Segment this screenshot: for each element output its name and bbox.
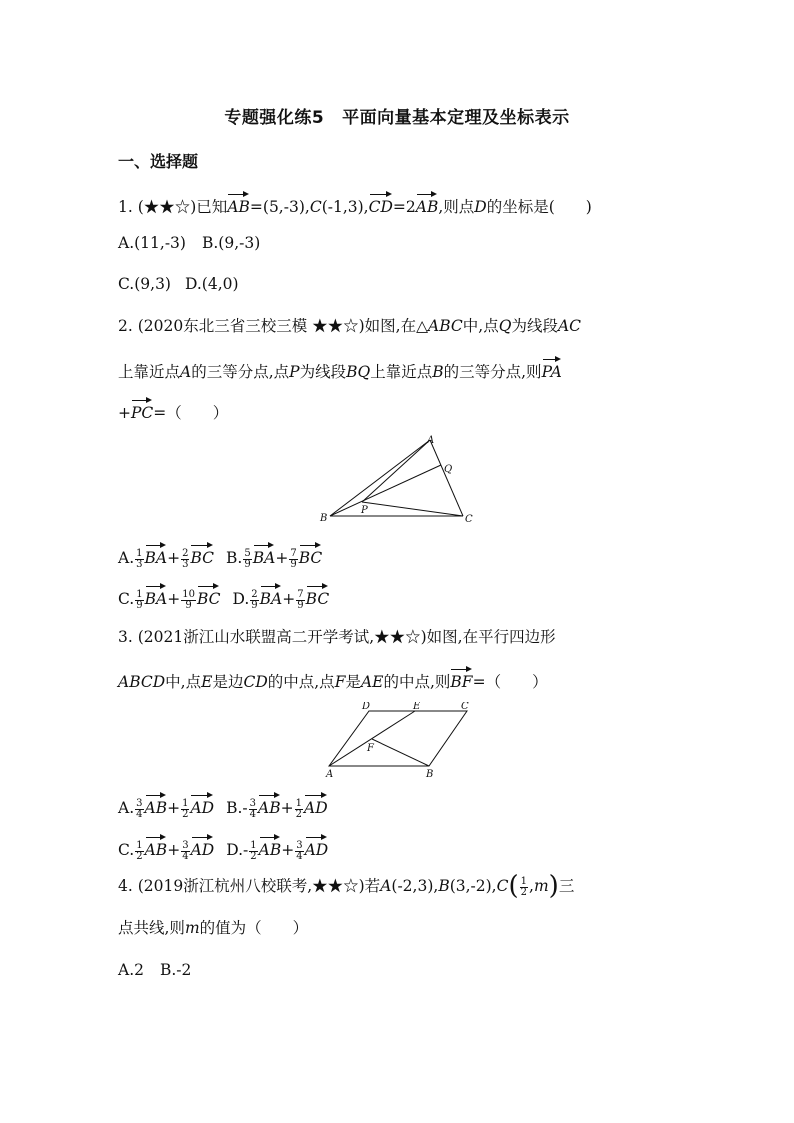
parallelogram-figure [320,702,480,780]
label-a: A [326,769,334,780]
label-f: F [367,743,374,754]
q3-option-a: A. $\frac{3}{4}$ AB+ $\frac{1}{2}$ AD [118,799,214,817]
vector-bf: BF [450,666,472,692]
vector-ab: AB [227,191,250,217]
q2-option-c: C. $\frac{1}{9}$ BA+ $\frac{10}{9}$ BC [118,590,220,608]
q3-stem-line1: 3. (2021浙江山水联盟高二开学考试,★★☆)如图,在平行四边形 [118,628,556,646]
parallelogram-abcd [329,711,467,766]
segment-bq [330,465,441,516]
vector-cd: CD [369,191,393,217]
segment-ae [329,711,415,766]
q3-option-c: C. $\frac{1}{2}$ AB+ $\frac{3}{4}$ AD [118,841,214,859]
q1-option-a: A.(11,-3) [118,234,186,252]
q3-option-d: D.- $\frac{1}{2}$ AB+ $\frac{3}{4}$ AD [226,841,328,859]
q4-option-b: B.-2 [159,961,192,979]
q2-options-row2 [118,583,329,611]
q1-option-c: C.(9,3) [118,275,171,293]
vector-pa: PA [542,356,562,382]
label-c: C [465,514,473,525]
q2-option-a: A. $\frac{1}{3}$ BA+ $\frac{2}{3}$ BC [118,549,214,567]
q2-option-b: B. $\frac{5}{9}$ BA+ $\frac{7}{9}$ BC [226,549,322,567]
label-q: Q [444,464,453,475]
q1-options-row1 [118,233,260,253]
q1-option-d: D.(4,0) [184,275,239,293]
label-b: B [320,513,328,524]
label-b: B [426,769,434,780]
q4-stem-line2: 点共线,则m的值为（ ） [118,919,309,937]
q4-option-a: A.2 [118,961,144,979]
q2-stem-line1: 2. (2020东北三省三校三模 ★★☆)如图,在△ABC中,点Q为线段AC [118,317,582,335]
label-c: C [461,702,469,712]
label-d: D [362,702,371,712]
q4-options-row1 [118,960,191,980]
segment-pa [362,440,430,502]
triangle-figure [318,434,478,526]
q3-stem-line2: ABCD中,点E是边CD的中点,点F是AE的中点,则BF=（ ） [118,666,548,692]
vector-ab: AB [416,191,439,217]
q3-options-row1 [118,792,328,820]
label-a: A [427,435,435,446]
q2-stem-line2: 上靠近点A的三等分点,点P为线段BQ上靠近点B的三等分点,则PA [118,356,562,382]
edge-ac [430,440,463,516]
section-heading: 一、选择题 [118,152,199,171]
label-e: E [413,702,421,712]
q1-options-row2 [118,274,239,294]
q1-stem: 1. (★★☆)已知AB=(5,-3),C(-1,3),CD=2AB,则点D的坐标是( ) [118,191,592,217]
label-p: P [361,505,368,516]
vector-pc: PC [131,397,153,423]
q2-options-row1 [118,542,322,570]
segment-bf [372,739,429,766]
q1-option-b: B.(9,-3) [201,234,261,252]
q4-stem-line1: 4. (2019浙江杭州八校联考,★★☆)若A(-2,3),B(3,-2),C( $\frac{1}{2}$ ,m)三 [118,871,575,901]
title-main: 专题强化练5 [224,108,325,128]
page-title [0,103,794,128]
title-sub: 平面向量基本定理及坐标表示 [342,108,570,128]
q2-option-d: D. $\frac{2}{9}$ BA+ $\frac{7}{9}$ BC [232,590,329,608]
q2-stem-line3: +PC=（ ） [118,397,228,423]
q3-option-b: B.- $\frac{3}{4}$ AB+ $\frac{1}{2}$ AD [226,799,328,817]
segment-pc [362,502,463,516]
q3-options-row2 [118,834,328,862]
